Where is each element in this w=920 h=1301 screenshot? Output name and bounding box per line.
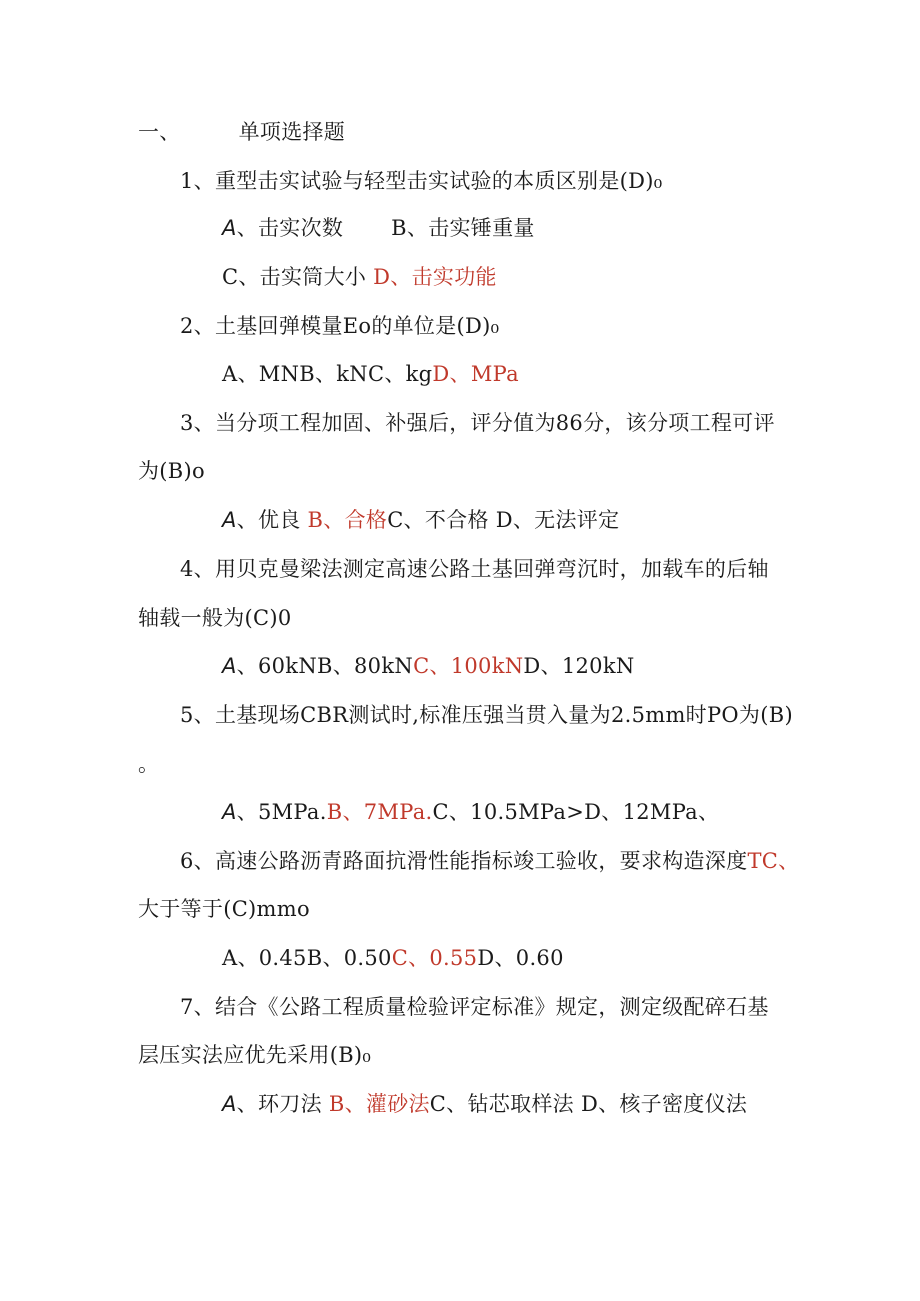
question-3-stem-line-2: 为(B)o xyxy=(138,459,205,483)
option-text: D、0.60 xyxy=(477,946,564,970)
section-heading xyxy=(138,117,345,147)
question-5-stem-line-2: 。 xyxy=(138,752,160,776)
question-7-stem-line-2: 层压实法应优先采用(B)₀ xyxy=(138,1043,372,1067)
option-label: A xyxy=(222,508,237,532)
correct-option: C、0.55 xyxy=(391,946,478,970)
question-2-stem: 2、土基回弹模量Eo的单位是(D)₀ xyxy=(180,314,500,338)
question-7-stem-line-1: 7、结合《公路工程质量检验评定标准》规定，测定级配碎石基 xyxy=(180,995,769,1019)
correct-option: B、灌砂法 xyxy=(328,1092,430,1116)
correct-option: B、合格 xyxy=(307,508,388,532)
option-text: B、击实锤重量 xyxy=(391,216,535,240)
question-4-options xyxy=(222,651,635,681)
question-6-stem-line-2: 大于等于(C)mmo xyxy=(138,897,310,921)
option-text: 、击实次数 xyxy=(236,216,344,240)
question-1-options-line-1 xyxy=(222,213,535,243)
question-4-stem-line-1: 4、用贝克曼梁法测定高速公路土基回弹弯沉时，加载车的后轴 xyxy=(180,557,769,581)
question-6-stem-line-1 xyxy=(180,846,799,876)
question-5-stem-line-1: 5、土基现场CBR测试时,标准压强当贯入量为2.5mm时PO为(B) xyxy=(180,703,793,727)
correct-option: D、MPa xyxy=(432,362,519,386)
option-label: A xyxy=(222,1092,237,1116)
option-text: A、0.45B、0.50 xyxy=(222,946,392,970)
option-text: C、击实筒大小 xyxy=(222,265,374,289)
option-text: C、钻芯取样法 D、核子密度仪法 xyxy=(429,1092,748,1116)
question-3-stem-line-1: 3、当分项工程加固、补强后，评分值为86分，该分项工程可评 xyxy=(180,411,775,435)
option-text: C、10.5MPa>D、12MPa、 xyxy=(432,800,720,824)
question-4-stem-line-2: 轴载一般为(C)0 xyxy=(138,606,292,630)
option-text: C、不合格 D、无法评定 xyxy=(387,508,620,532)
option-text: D、120kN xyxy=(523,654,635,678)
option-text: 、60kNB、80kN xyxy=(236,654,414,678)
question-3-options xyxy=(222,505,619,535)
option-label: A xyxy=(222,654,237,678)
question-6-options xyxy=(222,943,564,973)
question-1-stem: 1、重型击实试验与轻型击实试验的本质区别是(D)₀ xyxy=(180,169,663,193)
option-text: 、环刀法 xyxy=(236,1092,329,1116)
section-title: 单项选择题 xyxy=(238,120,346,144)
correct-option: C、100kN xyxy=(413,654,524,678)
stem-text: 6、高速公路沥青路面抗滑性能指标竣工验收，要求构造深度 xyxy=(180,849,748,873)
option-text: 、优良 xyxy=(236,508,308,532)
question-5-options xyxy=(222,797,719,827)
section-number: 一、 xyxy=(138,120,181,144)
question-1-options-line-2 xyxy=(222,262,497,292)
option-text: A、MNB、kNC、kg xyxy=(222,362,433,386)
question-7-options xyxy=(222,1089,747,1119)
option-label: A xyxy=(222,800,237,824)
stem-red-suffix: TC、 xyxy=(747,849,800,873)
question-2-options xyxy=(222,359,519,389)
correct-option: B、7MPa. xyxy=(326,800,433,824)
option-text: 、5MPa. xyxy=(236,800,327,824)
correct-option: D、击实功能 xyxy=(373,265,497,289)
option-label: A xyxy=(222,216,237,240)
